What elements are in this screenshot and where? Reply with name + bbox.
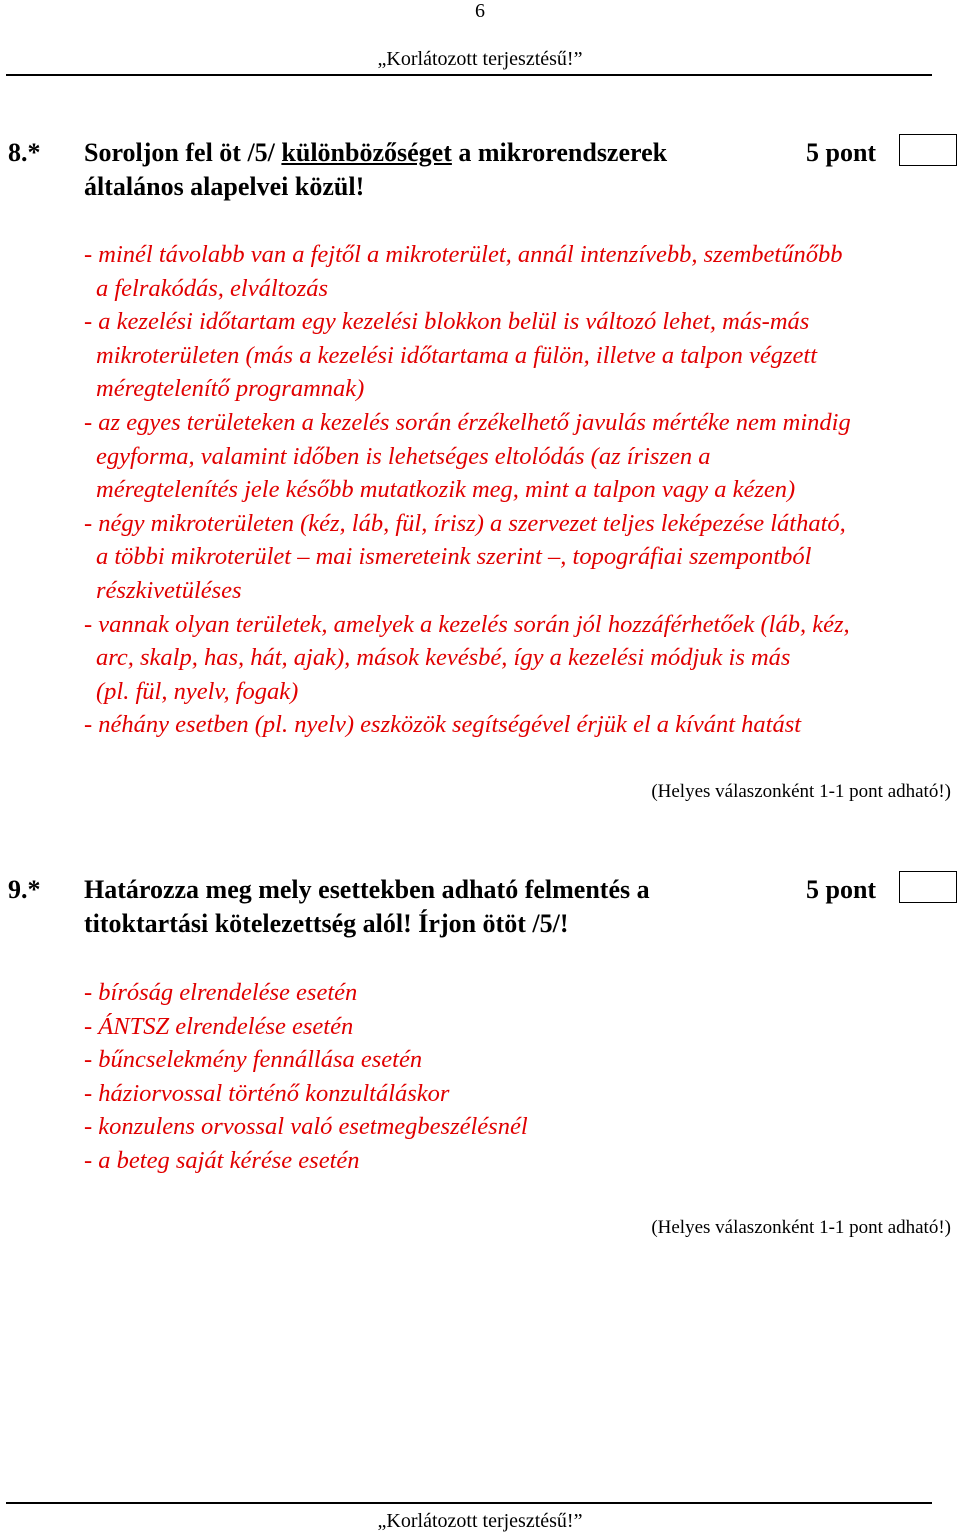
question-8-title (84, 136, 784, 204)
question-9-scoring-note: (Helyes válaszonként 1-1 pont adható!) (651, 1217, 951, 1238)
question-8-number: 8.* (8, 138, 41, 167)
answer-line: - az egyes területeken a kezelés során érzékelhető javulás mértéke nem mindig (84, 408, 851, 436)
answer-line: méregtelenítő programnak) (96, 375, 365, 403)
footer-rule (6, 1502, 932, 1504)
answer-line: - a beteg saját kérése esetén (84, 1146, 360, 1174)
question-9-number: 9.* (8, 875, 41, 904)
question-8-title-part1: Soroljon fel öt /5/ (84, 138, 282, 167)
question-8-title-line1 (84, 136, 784, 170)
answer-line: egyforma, valamint időben is lehetséges eltolódás (az íriszen a (96, 442, 711, 470)
question-8-answers (84, 238, 954, 742)
question-8-title-part2: a mikrorendszerek (451, 138, 668, 167)
answer-line: (pl. fül, nyelv, fogak) (96, 677, 299, 705)
page-header: „Korlátozott terjesztésű!” (377, 48, 583, 70)
page-number: 6 (475, 0, 485, 22)
answer-line: - konzulens orvossal való esetmegbeszélésnél (84, 1113, 528, 1141)
question-9-title (84, 873, 784, 941)
answer-line: - néhány esetben (pl. nyelv) eszközök segítségével érjük el a kívánt hatást (84, 711, 802, 739)
question-9-answers (84, 976, 954, 1178)
question-8-points: 5 pont (806, 138, 877, 167)
page-footer: „Korlátozott terjesztésű!” (377, 1510, 583, 1532)
answer-line: - bűncselekmény fennállása esetén (84, 1046, 423, 1074)
question-8-title-underlined: különbözőséget (281, 138, 452, 167)
answer-line: mikroterületen (más a kezelési időtartama a fülön, illetve a talpon végzett (96, 341, 818, 369)
answer-line: - háziorvossal történő konzultáláskor (84, 1079, 450, 1107)
answer-line: - bíróság elrendelése esetén (84, 979, 358, 1006)
answer-line: a többi mikroterület – mai ismereteink szerint –, topográfiai szempontból (96, 543, 812, 571)
question-8-score-box[interactable] (899, 134, 957, 166)
answer-line: részkivetüléses (96, 576, 242, 604)
question-9-score-box[interactable] (899, 871, 957, 903)
answer-line: - vannak olyan területek, amelyek a kezelés során jól hozzáférhetőek (láb, kéz, (84, 610, 850, 638)
answer-line: méregtelenítés jele később mutatkozik meg, mint a talpon vagy a kézen) (96, 476, 796, 504)
answer-line: a felrakódás, elváltozás (96, 274, 329, 302)
question-9-points: 5 pont (806, 875, 877, 904)
question-9-title-line1: Határozza meg mely esettekben adható felmentés a (84, 875, 650, 904)
answer-line: - négy mikroterületen (kéz, láb, fül, írisz) a szervezet teljes leképezése látható, (84, 509, 846, 537)
question-9-title-line2: titoktartási kötelezettség alól! Írjon ötöt /5/! (84, 909, 569, 938)
answer-line: - ÁNTSZ elrendelése esetén (84, 1012, 354, 1040)
answer-line: - a kezelési időtartam egy kezelési blokkon belül is változó lehet, más-más (84, 308, 810, 336)
question-8-title-line2: általános alapelvei közül! (84, 172, 365, 201)
header-rule (6, 74, 932, 76)
answer-line: arc, skalp, has, hát, ajak), mások kevésbé, így a kezelési módjuk is más (96, 644, 791, 672)
answer-line: - minél távolabb van a fejtől a mikroterület, annál intenzívebb, szembetűnőbb (84, 241, 843, 268)
question-8-scoring-note: (Helyes válaszonként 1-1 pont adható!) (651, 781, 951, 802)
